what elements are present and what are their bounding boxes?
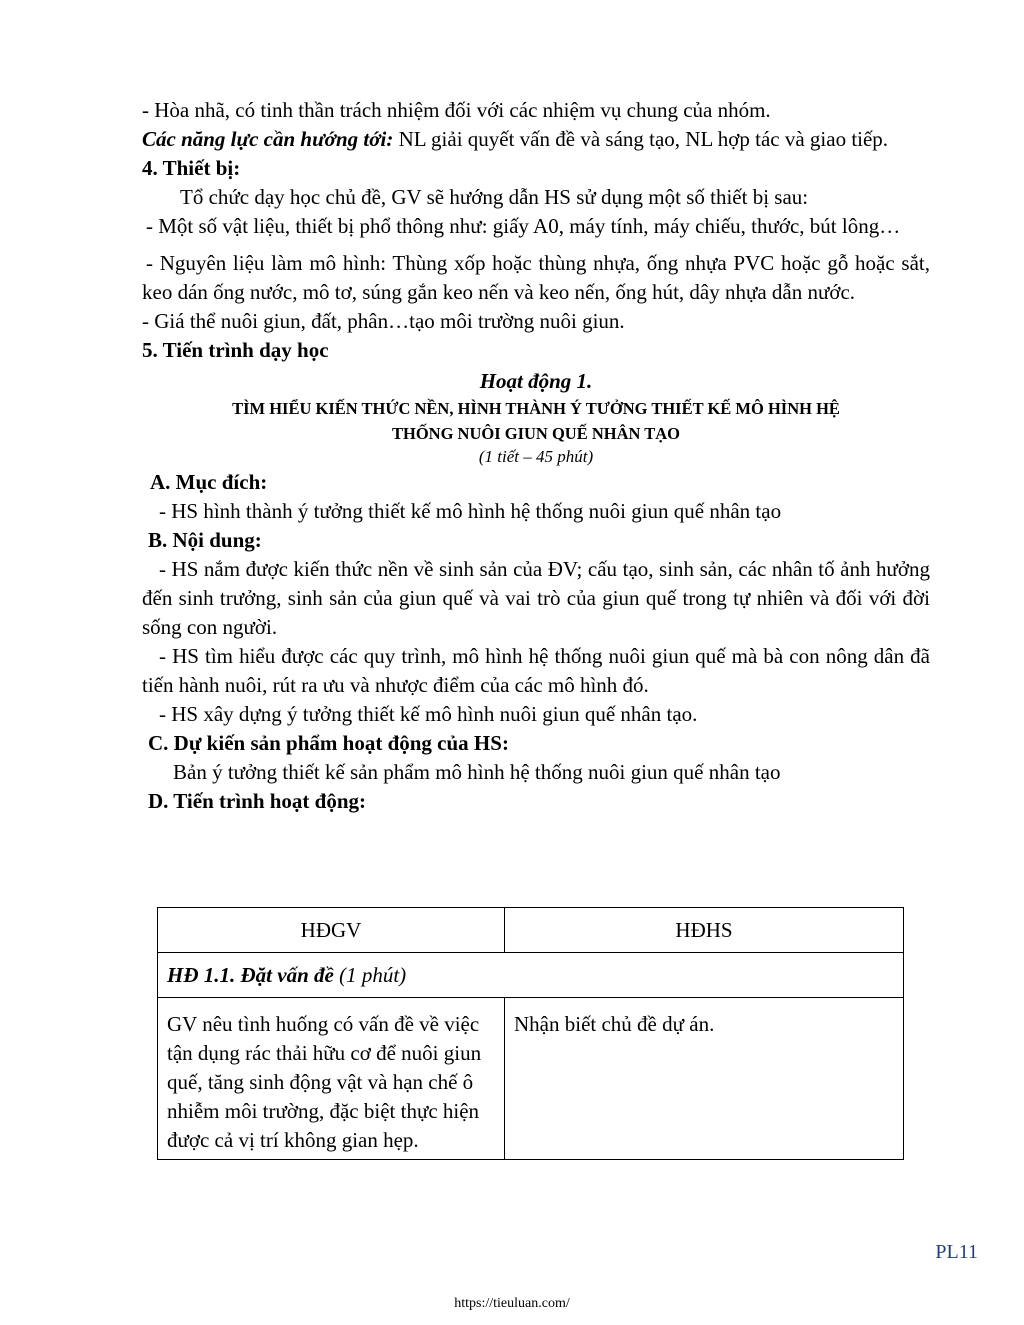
equipment-item-3: - Giá thể nuôi giun, đất, phân…tạo môi trường nuôi giun. xyxy=(142,309,625,333)
activity-caps-line-2: THỐNG NUÔI GIUN QUẾ NHÂN TẠO xyxy=(391,424,681,443)
heading-teaching-process: 5. Tiến trình dạy học xyxy=(142,338,329,362)
competencies-label: Các năng lực cần hướng tới: xyxy=(142,127,394,151)
section-heading-bold: HĐ 1.1. Đặt vấn đề xyxy=(167,962,334,987)
section-heading-cell xyxy=(158,953,904,998)
activity-caps-line-1: TÌM HIỂU KIẾN THỨC NỀN, HÌNH THÀNH Ý TƯỞNG THIẾT KẾ MÔ HÌNH HỆ xyxy=(232,399,840,418)
line-hoa-nha: - Hòa nhã, có tinh thần trách nhiệm đối với các nhiệm vụ chung của nhóm. xyxy=(142,98,771,122)
activity-duration: (1 tiết – 45 phút) xyxy=(478,447,594,466)
equipment-intro: Tổ chức dạy học chủ đề, GV sẽ hướng dẫn HS sử dụng một số thiết bị sau: xyxy=(180,185,809,209)
competencies-line xyxy=(142,125,930,154)
section-b-text-1: - HS nắm được kiến thức nền về sinh sản của ĐV; cấu tạo, sinh sản, các nhân tố ảnh hưởng đến sinh trưởng, sinh sản của giun quế và vai trò của giun quế trong tự nhiên và đối với đời sống con người. xyxy=(142,557,930,639)
section-d-title: D. Tiến trình hoạt động: xyxy=(148,789,367,813)
equipment-item-1: - Một số vật liệu, thiết bị phổ thông như: giấy A0, máy tính, máy chiếu, thước, bút lông… xyxy=(146,214,901,238)
section-c-title: C. Dự kiến sản phẩm hoạt động của HS: xyxy=(148,731,509,755)
activity-table xyxy=(157,907,904,1160)
table-header-row xyxy=(158,908,904,953)
section-b-title: B. Nội dung: xyxy=(148,528,262,552)
section-b-text-2: - HS tìm hiểu được các quy trình, mô hình hệ thống nuôi giun quế mà bà con nông dân đã tiến hành nuôi, rút ra ưu và nhược điểm của các mô hình đó. xyxy=(142,644,930,697)
row1-student-cell: Nhận biết chủ đề dự án. xyxy=(505,998,904,1160)
equipment-item-2: - Nguyên liệu làm mô hình: Thùng xốp hoặc thùng nhựa, ống nhựa PVC hoặc gỗ hoặc sắt, keo dán ống nước, mô tơ, súng gắn keo nến và keo nến, ống hút, dây nhựa dẫn nước. xyxy=(142,251,930,304)
header-hdhs: HĐHS xyxy=(505,908,904,953)
activity-title: Hoạt động 1. xyxy=(479,369,593,393)
footer-url[interactable]: https://tieuluan.com/ xyxy=(454,1296,570,1311)
page-number: PL11 xyxy=(935,1241,978,1263)
section-a-title: A. Mục đích: xyxy=(150,470,268,494)
row1-teacher-cell: GV nêu tình huống có vấn đề về việc tận dụng rác thải hữu cơ để nuôi giun quế, tăng sinh động vật và hạn chế ô nhiễm môi trường, đặc biệt thực hiện được cả vị trí không gian hẹp. xyxy=(158,998,505,1160)
section-heading-duration: (1 phút) xyxy=(333,962,407,987)
competencies-text: NL giải quyết vấn đề và sáng tạo, NL hợp tác và giao tiếp. xyxy=(393,127,889,151)
document-body xyxy=(142,96,930,816)
table-row xyxy=(158,998,904,1160)
header-hdgv: HĐGV xyxy=(158,908,505,953)
section-c-text: Bản ý tưởng thiết kế sản phẩm mô hình hệ thống nuôi giun quế nhân tạo xyxy=(173,760,781,784)
heading-equipment: 4. Thiết bị: xyxy=(142,156,241,180)
table-section-row xyxy=(158,953,904,998)
section-b-text-3: - HS xây dựng ý tưởng thiết kế mô hình nuôi giun quế nhân tạo. xyxy=(159,702,698,726)
section-a-text: - HS hình thành ý tưởng thiết kế mô hình hệ thống nuôi giun quế nhân tạo xyxy=(159,499,782,523)
